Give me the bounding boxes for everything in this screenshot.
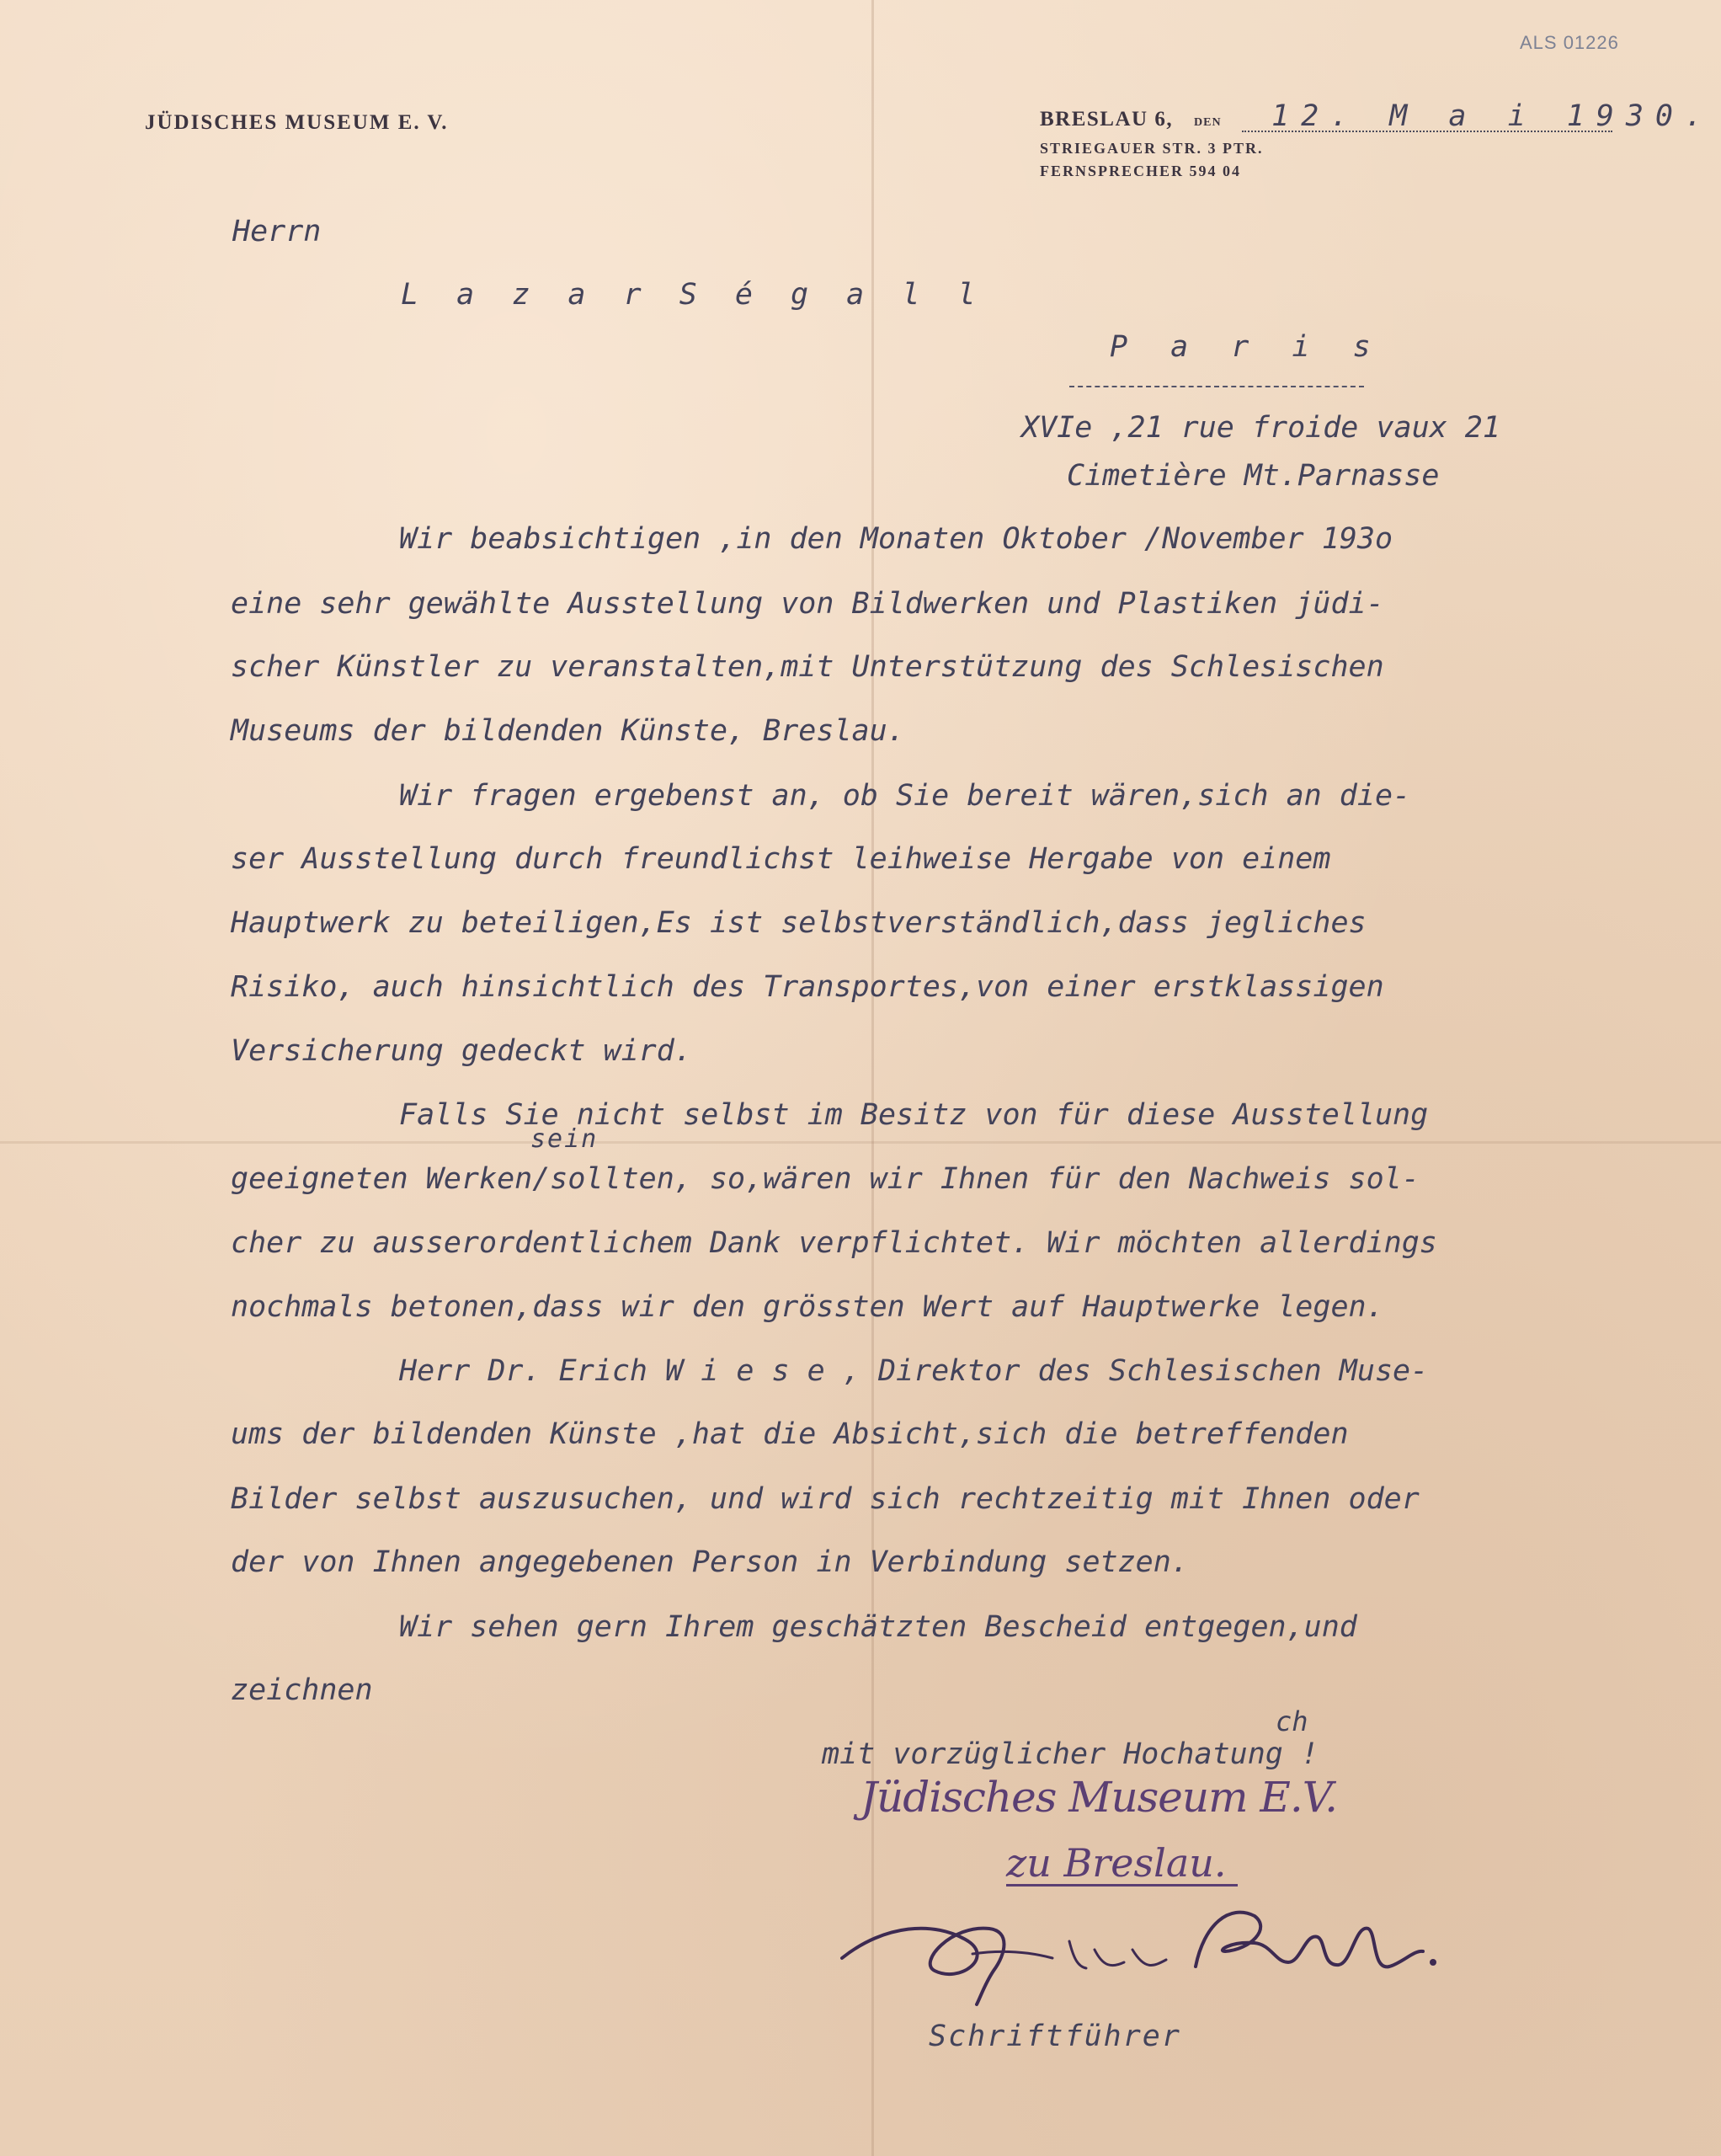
address-city-underline	[1069, 386, 1364, 387]
body-line: Risiko, auch hinsichtlich des Transportes,von einer erstklassigen	[231, 970, 1384, 1004]
letterhead-city: BRESLAU 6,	[1040, 108, 1174, 131]
body-line: nochmals betonen,dass wir den grössten Wert auf Hauptwerke legen.	[231, 1290, 1384, 1324]
handwritten-signature	[834, 1891, 1457, 2009]
closing-line: mit vorzüglicher Hochatung !	[822, 1737, 1319, 1771]
body-line: Versicherung gedeckt wird.	[231, 1034, 692, 1068]
stamp-underline	[1006, 1884, 1238, 1886]
address-city: P a r i s	[1110, 330, 1383, 364]
paper-fold-horizontal	[0, 1141, 1721, 1144]
signer-title: Schriftführer	[929, 2020, 1181, 2053]
letterhead-organization: JÜDISCHES MUSEUM E. V.	[145, 111, 449, 134]
handwritten-insert-sein: sein	[530, 1124, 599, 1154]
body-line: Wir sehen gern Ihrem geschätzten Bescheid entgegen,und	[399, 1610, 1357, 1644]
body-line: zeichnen	[231, 1673, 373, 1707]
body-line: ser Ausstellung durch freundlichst leihweise Hergabe von einem	[231, 842, 1331, 876]
body-line: cher zu ausserordentlichem Dank verpflichtet. Wir möchten allerdings	[231, 1226, 1437, 1260]
body-line: Falls Sie nicht selbst im Besitz von für diese Ausstellung	[399, 1098, 1429, 1132]
body-line: Museums der bildenden Künste, Breslau.	[231, 714, 905, 748]
address-line1: XVIe ,21 rue froide vaux 21	[1021, 411, 1500, 445]
body-line: ums der bildenden Künste ,hat die Absicht,sich die betreffenden	[231, 1417, 1349, 1451]
stamp-organization: Jüdisches Museum E.V.	[860, 1773, 1338, 1822]
stamp-city: zu Breslau.	[1006, 1840, 1227, 1886]
handwritten-insert-ch: ch	[1276, 1705, 1308, 1737]
archive-number: ALS 01226	[1520, 32, 1619, 53]
paper-fold-vertical	[871, 0, 874, 2156]
address-salutation: Herrn	[232, 215, 322, 248]
body-line: Wir beabsichtigen ,in den Monaten Oktober /November 193o	[399, 522, 1393, 556]
letterhead-den-label: DEN	[1194, 116, 1222, 129]
letterhead-street: STRIEGAUER STR. 3 PTR.	[1040, 140, 1264, 157]
address-name: L a z a r S é g a l l	[401, 278, 986, 312]
body-line: Herr Dr. Erich W i e s e , Direktor des Schlesischen Muse-	[399, 1354, 1429, 1388]
body-line: der von Ihnen angegebenen Person in Verbindung setzen.	[231, 1545, 1189, 1579]
body-line: eine sehr gewählte Ausstellung von Bildwerken und Plastiken jüdi-	[231, 587, 1384, 621]
letter-date: 12. M a i 1930.	[1271, 99, 1715, 133]
body-line: geeigneten Werken/sollten, so,wären wir Ihnen für den Nachweis sol-	[231, 1162, 1420, 1196]
letterhead-phone: FERNSPRECHER 594 04	[1040, 163, 1242, 179]
body-line: Hauptwerk zu beteiligen,Es ist selbstverständlich,dass jegliches	[231, 906, 1367, 940]
address-line2: Cimetière Mt.Parnasse	[1067, 459, 1440, 493]
body-line: Wir fragen ergebenst an, ob Sie bereit wären,sich an die-	[399, 779, 1411, 813]
body-line: Bilder selbst auszusuchen, und wird sich rechtzeitig mit Ihnen oder	[231, 1482, 1420, 1516]
body-line: scher Künstler zu veranstalten,mit Unterstützung des Schlesischen	[231, 650, 1384, 684]
